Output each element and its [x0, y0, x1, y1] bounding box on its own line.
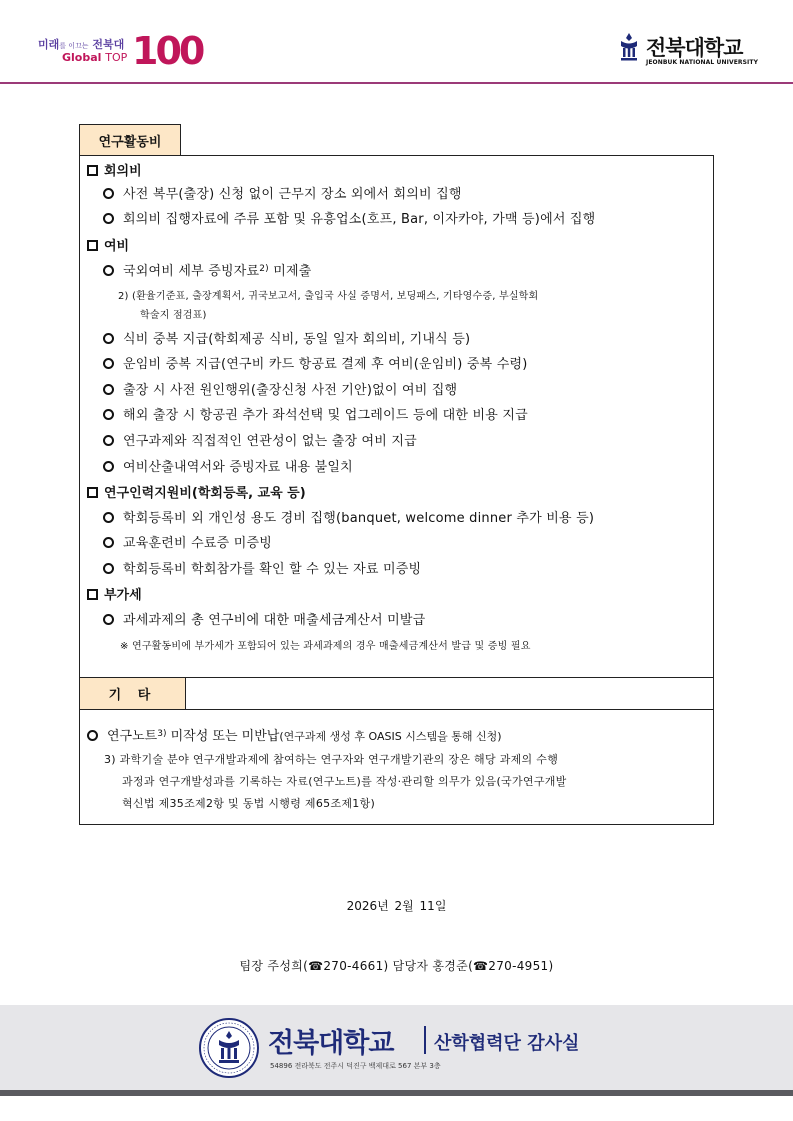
- footer-address: 54896 전라북도 전주시 덕진구 백제대로 567 본부 3층: [270, 1062, 441, 1070]
- bullet-circle-icon: [103, 461, 114, 472]
- slogan-global: Global TOP: [62, 51, 128, 64]
- research-activity-tag: 연구활동비: [79, 124, 181, 156]
- bullet-circle-icon: [103, 333, 114, 344]
- list-item: 교육훈련비 수료증 미증빙: [103, 532, 272, 551]
- page-footer: [0, 1005, 793, 1093]
- list-item: 식비 중복 지급(학회제공 식비, 동일 일자 회의비, 기내식 등): [103, 328, 470, 347]
- footnote: 과정과 연구개발성과를 기록하는 자료(연구노트)를 작성·관리할 의무가 있음(국가연구개발: [122, 775, 567, 788]
- checkbox-square-icon: [87, 487, 98, 498]
- checkbox-square-icon: [87, 240, 98, 251]
- footer-separator: [424, 1026, 426, 1054]
- header-divider: [0, 82, 793, 84]
- list-item: 해외 출장 시 항공권 추가 좌석선택 및 업그레이드 등에 대한 비용 지급: [103, 404, 528, 423]
- list-item: 사전 복무(출장) 신청 없이 근무지 장소 외에서 회의비 집행: [103, 183, 462, 202]
- footnote: 2) (환율기준표, 출장계획서, 귀국보고서, 출입국 사실 증명서, 보딩패스, 기타영수증, 부실학회: [118, 291, 539, 302]
- bullet-circle-icon: [103, 409, 114, 420]
- bullet-circle-icon: [103, 537, 114, 548]
- other-header-cell: [185, 677, 714, 710]
- university-seal-icon: [198, 1017, 260, 1079]
- bullet-circle-icon: [103, 213, 114, 224]
- travel-section-title: 여비: [87, 235, 129, 254]
- footnote: 3) 과학기술 분야 연구개발과제에 참여하는 연구자와 연구개발기관의 장은 해당 과제의 수행: [104, 753, 559, 766]
- page-header: [0, 0, 793, 86]
- bullet-circle-icon: [103, 188, 114, 199]
- bullet-circle-icon: [87, 730, 98, 741]
- list-item: 회의비 집행자료에 주류 포함 및 유흥업소(호프, Bar, 이자카야, 가맥 등)에서 집행: [103, 208, 595, 227]
- list-item: 국외여비 세부 증빙자료$^{2)}$ 미제출: [103, 260, 312, 279]
- personnel-section-title: 연구인력지원비(학회등록, 교육 등): [87, 482, 306, 501]
- footnote: 학술지 점검표): [140, 310, 207, 321]
- vat-section-title: 부가세: [87, 584, 142, 603]
- global-top-100-logo: [30, 26, 203, 73]
- bullet-circle-icon: [103, 512, 114, 523]
- bullet-circle-icon: [103, 384, 114, 395]
- checkbox-square-icon: [87, 165, 98, 176]
- list-item: 학회등록비 학회참가를 확인 할 수 있는 자료 미증빙: [103, 558, 421, 577]
- footer-university-name: 전북대학교: [268, 1028, 394, 1059]
- document-date: 2026년 2월 11일: [346, 899, 447, 913]
- list-item: 과세과제의 총 연구비에 대한 매출세금계산서 미발급: [103, 609, 425, 628]
- list-item: 출장 시 사전 원인행위(출장신청 사전 기안)없이 여비 집행: [103, 379, 457, 398]
- list-item: 학회등록비 외 개인성 용도 경비 집행(banquet, welcome dinner 추가 비용 등): [103, 507, 594, 526]
- bullet-circle-icon: [103, 265, 114, 276]
- university-name-english: JEONBUK NATIONAL UNIVERSITY: [646, 59, 759, 66]
- bullet-circle-icon: [103, 435, 114, 446]
- contact-line: 팀장 주성희(☎270-4661) 담당자 홍경준(☎270-4951): [239, 959, 554, 973]
- list-item: 운임비 중복 지급(연구비 카드 항공료 결제 후 여비(운임비) 중복 수령): [103, 353, 528, 372]
- checkbox-square-icon: [87, 589, 98, 600]
- other-tag: 기 타: [79, 677, 186, 710]
- bullet-circle-icon: [103, 563, 114, 574]
- slogan-text: 미래를 이끄는 전북대: [38, 38, 125, 51]
- footnote: 혁신법 제35조제2항 및 동법 시행령 제65조제1항): [122, 797, 376, 810]
- university-name: 전북대학교: [646, 36, 743, 60]
- list-item: 연구과제와 직접적인 연관성이 없는 출장 여비 지급: [103, 430, 417, 449]
- bullet-circle-icon: [103, 614, 114, 625]
- meeting-section-title: 회의비: [87, 160, 142, 179]
- university-logo: [614, 30, 764, 72]
- footer-department: 산학협력단 감사실: [434, 1033, 580, 1054]
- list-item: 여비산출내역서와 증빙자료 내용 불일치: [103, 456, 353, 475]
- university-emblem-icon: [618, 32, 640, 62]
- vat-note: ※ 연구활동비에 부가세가 포함되어 있는 과세과제의 경우 매출세금계산서 발급 및 증빙 필요: [120, 641, 531, 652]
- slogan-number: 100: [132, 29, 203, 73]
- footer-bottom-bar: [0, 1090, 793, 1096]
- list-item: 연구노트$^{3)}$ 미작성 또는 미반납(연구과제 생성 후 OASIS 시스템을 통해 신청): [87, 725, 502, 744]
- bullet-circle-icon: [103, 358, 114, 369]
